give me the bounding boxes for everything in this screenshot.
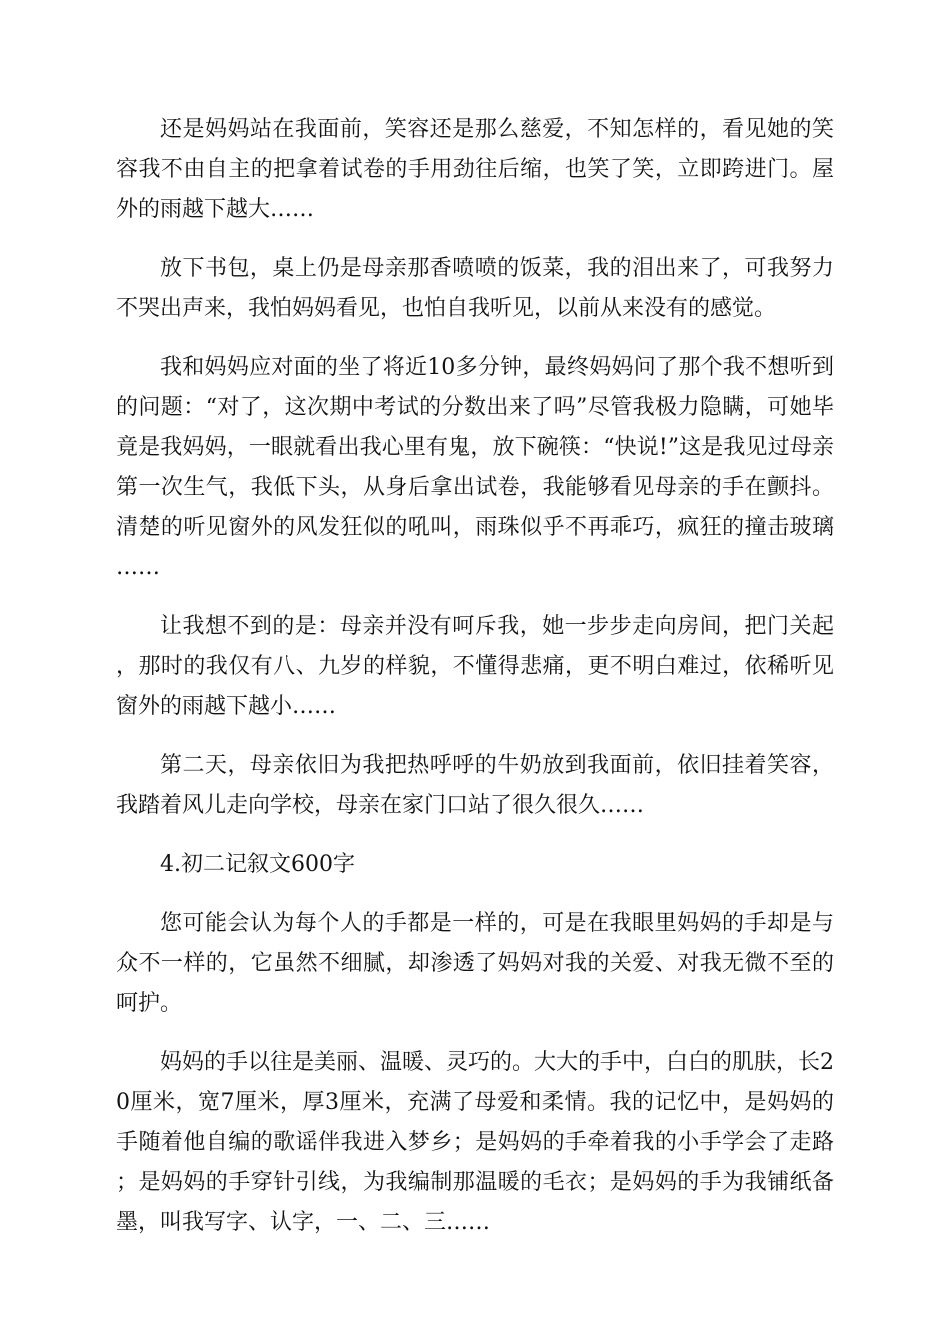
paragraph-3: 我和妈妈应对面的坐了将近10多分钟，最终妈妈问了那个我不想听到的问题：“对了，这次期中考试的分数出来了吗”尽管我极力隐瞒，可她毕竟是我妈妈，一眼就看出我心里有鬼，放下碗筷：“快说!”这是我见过母亲第一次生气，我低下头，从身后拿出试卷，我能够看见母亲的手在颤抖。清楚的听见窗外的风发狂似的吼叫，雨珠似乎不再乖巧，疯狂的撞击玻璃…… <box>116 355 834 580</box>
section-paragraph-2: 妈妈的手以往是美丽、温暖、灵巧的。大大的手中，白白的肌肤，长20厘米，宽7厘米，厚3厘米，充满了母爱和柔情。我的记忆中，是妈妈的手随着他自编的歌谣伴我进入梦乡；是妈妈的手牵着我的小手学会了走路；是妈妈的手穿针引线，为我编制那温暖的毛衣；是妈妈的手为我铺纸备墨，叫我写字、认字，一、二、三…… <box>116 1050 834 1235</box>
paragraph-4: 让我想不到的是：母亲并没有呵斥我，她一步步走向房间，把门关起，那时的我仅有八、九岁的样貌，不懂得悲痛，更不明白难过，依稀听见窗外的雨越下越小…… <box>116 614 834 719</box>
paragraph-2: 放下书包，桌上仍是母亲那香喷喷的饭菜，我的泪出来了，可我努力不哭出声来，我怕妈妈看见，也怕自我听见，以前从来没有的感觉。 <box>116 256 834 321</box>
section-heading: 4.初二记叙文600字 <box>160 852 355 877</box>
document-body <box>116 110 834 1262</box>
paragraph-5: 第二天，母亲依旧为我把热呼呼的牛奶放到我面前，依旧挂着笑容，我踏着风儿走向学校，母亲在家门口站了很久很久…… <box>116 753 834 818</box>
paragraph-1: 还是妈妈站在我面前，笑容还是那么慈爱，不知怎样的，看见她的笑容我不由自主的把拿着试卷的手用劲往后缩，也笑了笑，立即跨进门。屋外的雨越下越大…… <box>116 117 834 222</box>
section-paragraph-1: 您可能会认为每个人的手都是一样的，可是在我眼里妈妈的手却是与众不一样的，它虽然不细腻，却渗透了妈妈对我的关爱、对我无微不至的呵护。 <box>116 911 834 1016</box>
